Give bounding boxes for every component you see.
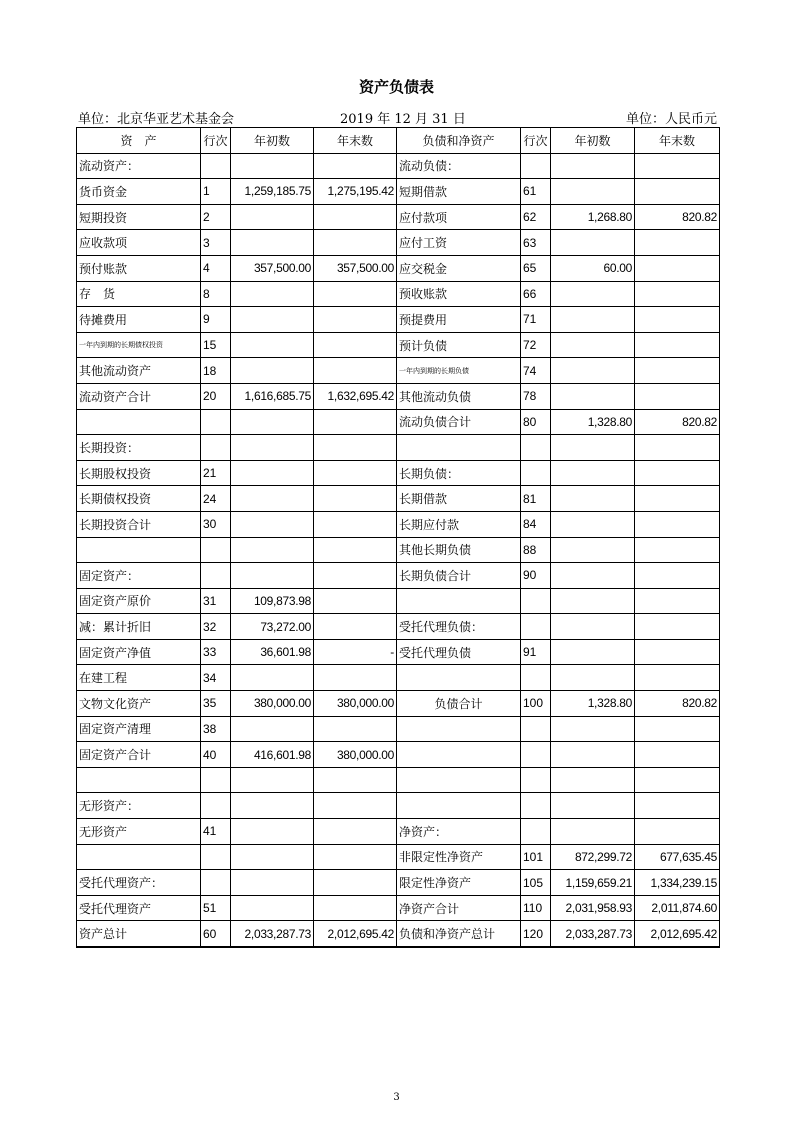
report-date: 2019 年 12 月 31 日: [340, 112, 466, 127]
asset-end-value: [314, 281, 397, 307]
liability-begin-value: 872,299.72: [551, 844, 635, 870]
table-row: [77, 793, 720, 819]
asset-label: 减：累计折旧: [77, 614, 201, 640]
liability-end-value: [635, 460, 720, 486]
liability-end-value: 820.82: [635, 204, 720, 230]
asset-label: 长期股权投资: [77, 460, 201, 486]
liability-begin-value: 1,328.80: [551, 691, 635, 717]
asset-label: 货币资金: [77, 179, 201, 205]
liability-begin-value: 2,033,287.73: [551, 921, 635, 947]
liability-end-value: [635, 486, 720, 512]
asset-line-no: 32: [201, 614, 231, 640]
liability-label: [397, 793, 521, 819]
liability-line-no: [521, 614, 551, 640]
liability-line-no: 80: [521, 409, 551, 435]
liability-begin-value: [551, 793, 635, 819]
asset-end-value: [314, 716, 397, 742]
asset-end-value: 380,000.00: [314, 742, 397, 768]
liability-label: 预计负债: [397, 332, 521, 358]
table-row: [77, 460, 720, 486]
liability-line-no: 91: [521, 639, 551, 665]
liability-begin-value: [551, 639, 635, 665]
table-row: [77, 435, 720, 461]
asset-line-no: [201, 409, 231, 435]
liability-label: 流动负债合计: [397, 409, 521, 435]
liability-begin-value: [551, 665, 635, 691]
table-row: [77, 614, 720, 640]
table-row: [77, 716, 720, 742]
liability-begin-value: [551, 179, 635, 205]
liability-label: 应交税金: [397, 255, 521, 281]
table-row: [77, 204, 720, 230]
asset-label: [77, 767, 201, 793]
asset-end-value: [314, 332, 397, 358]
asset-begin-value: [231, 358, 314, 384]
liability-label: 非限定性净资产: [397, 844, 521, 870]
asset-label: 固定资产：: [77, 563, 201, 589]
liability-begin-value: [551, 153, 635, 179]
asset-end-value: [314, 819, 397, 845]
liability-begin-value: [551, 716, 635, 742]
asset-begin-value: [231, 767, 314, 793]
liability-line-no: 120: [521, 921, 551, 947]
asset-line-no: 2: [201, 204, 231, 230]
liability-begin-value: [551, 460, 635, 486]
asset-label: 固定资产净值: [77, 639, 201, 665]
asset-line-no: 18: [201, 358, 231, 384]
asset-end-value: [314, 767, 397, 793]
asset-begin-value: 36,601.98: [231, 639, 314, 665]
table-row: [77, 383, 720, 409]
liability-label: 长期负债合计: [397, 563, 521, 589]
asset-begin-value: 357,500.00: [231, 255, 314, 281]
asset-begin-value: [231, 716, 314, 742]
liability-end-value: [635, 614, 720, 640]
liability-end-value: [635, 742, 720, 768]
table-row: [77, 870, 720, 896]
table-row: [77, 179, 720, 205]
asset-end-value: 357,500.00: [314, 255, 397, 281]
liability-line-no: 65: [521, 255, 551, 281]
asset-line-no: 40: [201, 742, 231, 768]
asset-label: 长期债权投资: [77, 486, 201, 512]
asset-line-no: 9: [201, 307, 231, 333]
asset-line-no: 3: [201, 230, 231, 256]
liability-begin-value: [551, 588, 635, 614]
asset-label: 待摊费用: [77, 307, 201, 333]
header-end-balance: 年末数: [635, 128, 720, 154]
asset-label: 一年内到期的长期债权投资: [77, 332, 201, 358]
asset-label: 无形资产：: [77, 793, 201, 819]
asset-begin-value: [231, 665, 314, 691]
asset-label: 无形资产: [77, 819, 201, 845]
liability-label: 长期应付款: [397, 511, 521, 537]
asset-begin-value: 416,601.98: [231, 742, 314, 768]
liability-label: 预收账款: [397, 281, 521, 307]
asset-label: 在建工程: [77, 665, 201, 691]
liability-label: 流动负债：: [397, 153, 521, 179]
asset-line-no: 20: [201, 383, 231, 409]
liability-label: 负债和净资产总计: [397, 921, 521, 947]
liability-line-no: [521, 819, 551, 845]
liability-end-value: [635, 639, 720, 665]
asset-line-no: [201, 563, 231, 589]
liability-line-no: [521, 767, 551, 793]
asset-begin-value: 73,272.00: [231, 614, 314, 640]
asset-end-value: [314, 793, 397, 819]
asset-label: 受托代理资产: [77, 895, 201, 921]
table-row: [77, 767, 720, 793]
table-row: [77, 255, 720, 281]
asset-end-value: [314, 895, 397, 921]
page-title: 资产负债表: [358, 78, 434, 96]
liability-label: [397, 588, 521, 614]
asset-line-no: 30: [201, 511, 231, 537]
liability-begin-value: [551, 383, 635, 409]
liability-end-value: [635, 716, 720, 742]
asset-begin-value: [231, 486, 314, 512]
liability-end-value: [635, 383, 720, 409]
asset-begin-value: 1,616,685.75: [231, 383, 314, 409]
liability-end-value: [635, 588, 720, 614]
asset-begin-value: [231, 435, 314, 461]
asset-begin-value: [231, 793, 314, 819]
asset-line-no: 34: [201, 665, 231, 691]
asset-line-no: 38: [201, 716, 231, 742]
asset-end-value: 1,632,695.42: [314, 383, 397, 409]
liability-begin-value: [551, 767, 635, 793]
liability-line-no: [521, 742, 551, 768]
liability-line-no: 61: [521, 179, 551, 205]
liability-begin-value: [551, 819, 635, 845]
asset-line-no: 33: [201, 639, 231, 665]
table-row: [77, 563, 720, 589]
liability-begin-value: [551, 332, 635, 358]
header-assets: 资 产: [77, 128, 201, 154]
asset-begin-value: 109,873.98: [231, 588, 314, 614]
asset-begin-value: [231, 563, 314, 589]
table-row: [77, 921, 720, 947]
asset-label: 固定资产合计: [77, 742, 201, 768]
asset-line-no: 4: [201, 255, 231, 281]
liability-end-value: 2,012,695.42: [635, 921, 720, 947]
asset-label: 文物文化资产: [77, 691, 201, 717]
asset-label: 流动资产：: [77, 153, 201, 179]
asset-end-value: [314, 665, 397, 691]
asset-end-value: [314, 588, 397, 614]
asset-label: [77, 537, 201, 563]
liability-end-value: [635, 307, 720, 333]
asset-label: 长期投资：: [77, 435, 201, 461]
liability-begin-value: [551, 358, 635, 384]
asset-line-no: 51: [201, 895, 231, 921]
header-line-no: 行次: [521, 128, 551, 154]
asset-begin-value: [231, 895, 314, 921]
liability-line-no: 71: [521, 307, 551, 333]
liability-label: [397, 742, 521, 768]
asset-line-no: [201, 435, 231, 461]
liability-begin-value: 1,159,659.21: [551, 870, 635, 896]
liability-label: 限定性净资产: [397, 870, 521, 896]
liability-end-value: [635, 563, 720, 589]
liability-begin-value: 60.00: [551, 255, 635, 281]
table-row: [77, 588, 720, 614]
asset-end-value: 2,012,695.42: [314, 921, 397, 947]
liability-line-no: 78: [521, 383, 551, 409]
table-row: [77, 742, 720, 768]
liability-line-no: 63: [521, 230, 551, 256]
table-row: [77, 819, 720, 845]
asset-begin-value: [231, 511, 314, 537]
liability-end-value: [635, 230, 720, 256]
asset-line-no: 15: [201, 332, 231, 358]
liability-end-value: [635, 793, 720, 819]
liability-end-value: [635, 537, 720, 563]
table-row: [77, 332, 720, 358]
liability-end-value: 1,334,239.15: [635, 870, 720, 896]
asset-begin-value: 1,259,185.75: [231, 179, 314, 205]
liability-end-value: [635, 255, 720, 281]
liability-begin-value: [551, 486, 635, 512]
table-row: [77, 409, 720, 435]
liability-line-no: 84: [521, 511, 551, 537]
asset-label: 资产总计: [77, 921, 201, 947]
liability-end-value: [635, 819, 720, 845]
asset-end-value: [314, 230, 397, 256]
asset-label: 存 货: [77, 281, 201, 307]
asset-begin-value: [231, 307, 314, 333]
asset-label: 其他流动资产: [77, 358, 201, 384]
liability-end-value: [635, 281, 720, 307]
asset-end-value: [314, 307, 397, 333]
liability-label: 短期借款: [397, 179, 521, 205]
asset-line-no: 21: [201, 460, 231, 486]
liability-label: 长期借款: [397, 486, 521, 512]
header-begin-balance: 年初数: [551, 128, 635, 154]
table-row: [77, 486, 720, 512]
currency-unit: 单位：人民币元: [625, 112, 717, 127]
table-header-row: [77, 128, 720, 154]
liability-end-value: [635, 435, 720, 461]
asset-label: 固定资产原价: [77, 588, 201, 614]
liability-begin-value: [551, 230, 635, 256]
asset-begin-value: [231, 537, 314, 563]
liability-begin-value: [551, 563, 635, 589]
liability-line-no: [521, 665, 551, 691]
asset-label: 短期投资: [77, 204, 201, 230]
asset-line-no: 24: [201, 486, 231, 512]
liability-line-no: [521, 460, 551, 486]
table-row: [77, 537, 720, 563]
asset-line-no: [201, 537, 231, 563]
table-row: [77, 895, 720, 921]
asset-begin-value: [231, 204, 314, 230]
table-row: [77, 639, 720, 665]
liability-end-value: [635, 511, 720, 537]
liability-line-no: 100: [521, 691, 551, 717]
liability-label: 预提费用: [397, 307, 521, 333]
liability-label: 净资产合计: [397, 895, 521, 921]
asset-end-value: 380,000.00: [314, 691, 397, 717]
asset-begin-value: [231, 153, 314, 179]
asset-line-no: 60: [201, 921, 231, 947]
asset-end-value: [314, 409, 397, 435]
liability-line-no: 66: [521, 281, 551, 307]
liability-begin-value: 1,268.80: [551, 204, 635, 230]
liability-end-value: [635, 332, 720, 358]
asset-end-value: 1,275,195.42: [314, 179, 397, 205]
liability-line-no: 101: [521, 844, 551, 870]
asset-end-value: [314, 511, 397, 537]
liability-line-no: [521, 793, 551, 819]
asset-begin-value: [231, 281, 314, 307]
liability-label: [397, 435, 521, 461]
table-row: [77, 153, 720, 179]
liability-line-no: [521, 435, 551, 461]
asset-line-no: [201, 153, 231, 179]
liability-label: 一年内到期的长期负债: [397, 358, 521, 384]
asset-begin-value: 2,033,287.73: [231, 921, 314, 947]
liability-label: [397, 767, 521, 793]
liability-label: 受托代理负债：: [397, 614, 521, 640]
asset-end-value: [314, 486, 397, 512]
liability-begin-value: [551, 537, 635, 563]
asset-end-value: [314, 563, 397, 589]
asset-end-value: [314, 204, 397, 230]
liability-line-no: 74: [521, 358, 551, 384]
asset-begin-value: [231, 332, 314, 358]
liability-label: [397, 716, 521, 742]
asset-label: 应收款项: [77, 230, 201, 256]
asset-end-value: [314, 844, 397, 870]
asset-line-no: 1: [201, 179, 231, 205]
liability-begin-value: 2,031,958.93: [551, 895, 635, 921]
liability-line-no: 110: [521, 895, 551, 921]
asset-line-no: 31: [201, 588, 231, 614]
asset-begin-value: [231, 460, 314, 486]
table-row: [77, 665, 720, 691]
liability-line-no: 62: [521, 204, 551, 230]
liability-end-value: [635, 153, 720, 179]
asset-begin-value: [231, 870, 314, 896]
page-number: 3: [393, 1092, 400, 1103]
table-row: [77, 691, 720, 717]
asset-label: 流动资产合计: [77, 383, 201, 409]
liability-label: 长期负债：: [397, 460, 521, 486]
header-end-balance: 年末数: [314, 128, 397, 154]
asset-end-value: [314, 614, 397, 640]
table-row: [77, 307, 720, 333]
table-row: [77, 511, 720, 537]
asset-end-value: [314, 460, 397, 486]
liability-line-no: [521, 716, 551, 742]
asset-line-no: [201, 767, 231, 793]
header-liabilities-net-assets: 负债和净资产: [397, 128, 521, 154]
asset-begin-value: 380,000.00: [231, 691, 314, 717]
liability-line-no: [521, 153, 551, 179]
asset-end-value: [314, 870, 397, 896]
table-row: [77, 230, 720, 256]
liability-label: 净资产：: [397, 819, 521, 845]
liability-end-value: 2,011,874.60: [635, 895, 720, 921]
asset-label: 固定资产清理: [77, 716, 201, 742]
liability-label: [397, 665, 521, 691]
asset-end-value: [314, 435, 397, 461]
table-row: [77, 281, 720, 307]
liability-label: 应付工资: [397, 230, 521, 256]
liability-begin-value: [551, 614, 635, 640]
asset-label: 受托代理资产：: [77, 870, 201, 896]
asset-begin-value: [231, 819, 314, 845]
asset-label: [77, 844, 201, 870]
asset-begin-value: [231, 230, 314, 256]
table-row: [77, 844, 720, 870]
liability-label: 其他流动负债: [397, 383, 521, 409]
liability-line-no: [521, 588, 551, 614]
liability-begin-value: [551, 435, 635, 461]
liability-end-value: [635, 179, 720, 205]
asset-label: 长期投资合计: [77, 511, 201, 537]
liability-label: 负债合计: [397, 691, 521, 717]
liability-line-no: 72: [521, 332, 551, 358]
liability-begin-value: [551, 281, 635, 307]
asset-label: 预付账款: [77, 255, 201, 281]
asset-line-no: 35: [201, 691, 231, 717]
liability-line-no: 90: [521, 563, 551, 589]
liability-label: 受托代理负债: [397, 639, 521, 665]
asset-begin-value: [231, 409, 314, 435]
liability-begin-value: 1,328.80: [551, 409, 635, 435]
header-line-no: 行次: [201, 128, 231, 154]
asset-end-value: [314, 537, 397, 563]
liability-label: 应付款项: [397, 204, 521, 230]
balance-sheet-table: [76, 127, 720, 948]
asset-end-value: [314, 358, 397, 384]
liability-begin-value: [551, 742, 635, 768]
asset-line-no: [201, 793, 231, 819]
organization-unit: 单位：北京华亚艺术基金会: [78, 112, 235, 127]
liability-begin-value: [551, 511, 635, 537]
liability-end-value: [635, 665, 720, 691]
asset-line-no: 41: [201, 819, 231, 845]
liability-line-no: 105: [521, 870, 551, 896]
liability-line-no: 88: [521, 537, 551, 563]
liability-end-value: 677,635.45: [635, 844, 720, 870]
asset-begin-value: [231, 844, 314, 870]
liability-end-value: [635, 358, 720, 384]
table-row: [77, 358, 720, 384]
liability-end-value: 820.82: [635, 691, 720, 717]
asset-line-no: [201, 844, 231, 870]
asset-line-no: 8: [201, 281, 231, 307]
asset-label: [77, 409, 201, 435]
liability-begin-value: [551, 307, 635, 333]
liability-end-value: [635, 767, 720, 793]
liability-line-no: 81: [521, 486, 551, 512]
liability-end-value: 820.82: [635, 409, 720, 435]
liability-label: 其他长期负债: [397, 537, 521, 563]
asset-end-value: -: [314, 639, 397, 665]
asset-line-no: [201, 870, 231, 896]
header-begin-balance: 年初数: [231, 128, 314, 154]
asset-end-value: [314, 153, 397, 179]
